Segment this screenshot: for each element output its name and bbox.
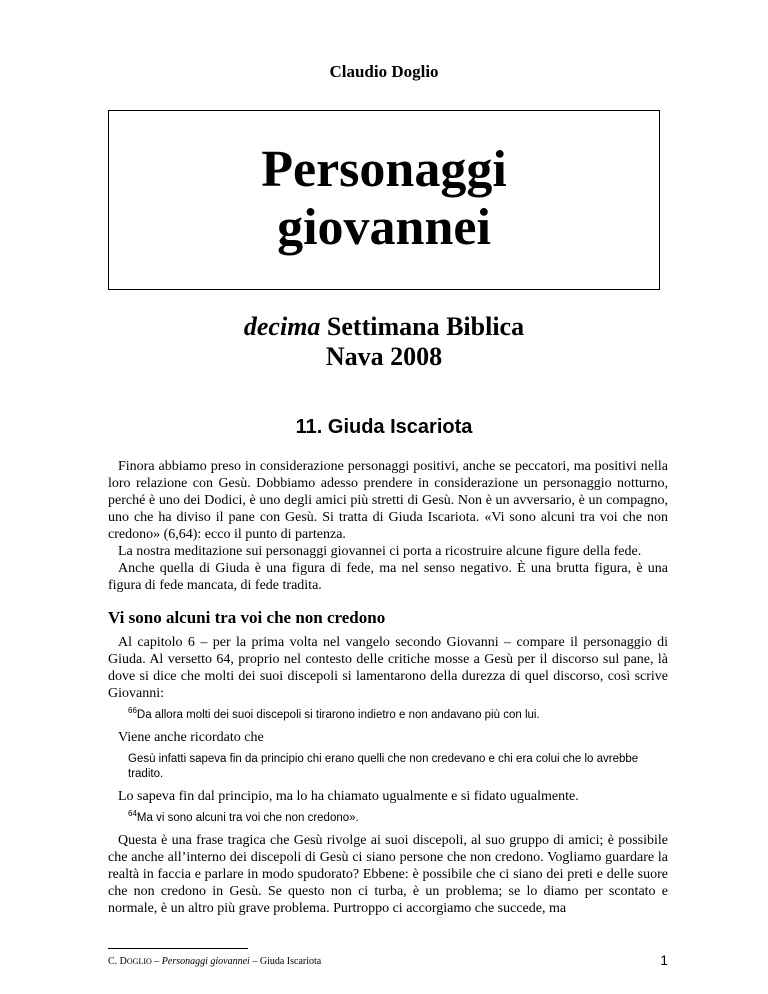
intro-paragraph-1: Finora abbiamo preso in considerazione personaggi positivi, anche se peccatori, ma positivi nella loro relazione con Gesù. Dobbiamo adesso prendere in considerazione un personaggio notturno, perché è uno dei Dodici, è uno degli amici più stretti di Gesù. Non è un avversario, è un compagno, uno che ha diviso il pane con Gesù. Si tratta di Giuda Iscariota. «Vi sono alcuni tra voi che non credono» (6,64): ecco il punto di partenza.	[108, 459, 668, 542]
lead-text-2: Viene anche ricordato che	[118, 730, 264, 745]
footer-chapter: – Giuda Iscariota	[249, 956, 322, 967]
footer-author-rest: OGLIO	[126, 957, 152, 966]
quote-text: Ma vi sono alcuni tra voi che non credono».	[136, 812, 359, 824]
document-title	[109, 141, 659, 257]
footer-author-initial: C. D	[108, 956, 127, 967]
verse-number: 66	[128, 706, 137, 716]
title-line-1: Personaggi	[261, 141, 507, 198]
footer-divider	[108, 948, 248, 949]
subtitle-ordinal: decima	[243, 312, 321, 341]
page-footer	[108, 956, 668, 967]
quote-2: Gesù infatti sapeva fin da principio chi erano quelli che non credevano e chi era colui che lo avrebbe tradito.	[128, 753, 639, 780]
title-box	[108, 110, 660, 290]
intro-paragraph-2: La nostra meditazione sui personaggi giovannei ci porta a ricostruire alcune figure della fede.	[118, 544, 642, 559]
author-name: Claudio Doglio	[329, 62, 439, 81]
title-line-2: giovannei	[277, 199, 491, 256]
quote-text: Da allora molti dei suoi discepoli si tirarono indietro e non andavano più con lui.	[136, 709, 540, 721]
lead-text-3: Lo sapeva fin dal principio, ma lo ha chiamato ugualmente e si fidato ugualmente.	[118, 789, 579, 804]
document-body	[108, 458, 668, 917]
verse-number: 64	[128, 809, 137, 819]
intro-paragraph-3: Anche quella di Giuda è una figura di fede, ma nel senso negativo. È una brutta figura, è una figura di fede mancata, di fede tradita.	[108, 561, 668, 593]
footer-separator: –	[151, 956, 162, 967]
chapter-heading: 11. Giuda Iscariota	[295, 416, 473, 438]
subtitle	[0, 312, 768, 372]
quote-1	[128, 708, 668, 723]
footer-work-title: Personaggi giovannei	[161, 956, 250, 967]
section-paragraph-2: Questa è una frase tragica che Gesù rivolge ai suoi discepoli, al suo gruppo di amici; è possibile che anche all’interno dei discepoli di Gesù ci siano persone che non credono. Vogliamo guardare la realtà in faccia e parlare in modo spudorato? Ebbene: è possibile che ci siano dei preti e delle suore che non credono in Gesù. Se questo non ci turba, è un problema; se lo diamo per scontato e normale, è un altro più grave problema. Purtroppo ci accorgiamo che succede, ma	[108, 833, 668, 916]
section-paragraph-1: Al capitolo 6 – per la prima volta nel vangelo secondo Giovanni – compare il personaggio di Giuda. Al versetto 64, proprio nel contesto delle critiche mosse a Gesù per il discorso sul pane, là dove si dice che molti dei suoi discepoli si lamentarono della durezza di quel discorso, così scrive Giovanni:	[108, 635, 668, 701]
subtitle-line-2: Nava 2008	[325, 342, 443, 371]
subtitle-event: Settimana Biblica	[320, 312, 525, 341]
section-heading: Vi sono alcuni tra voi che non credono	[108, 608, 386, 627]
quote-3	[128, 811, 668, 826]
page-number: 1	[660, 952, 668, 968]
subtitle-line-1	[0, 312, 768, 342]
